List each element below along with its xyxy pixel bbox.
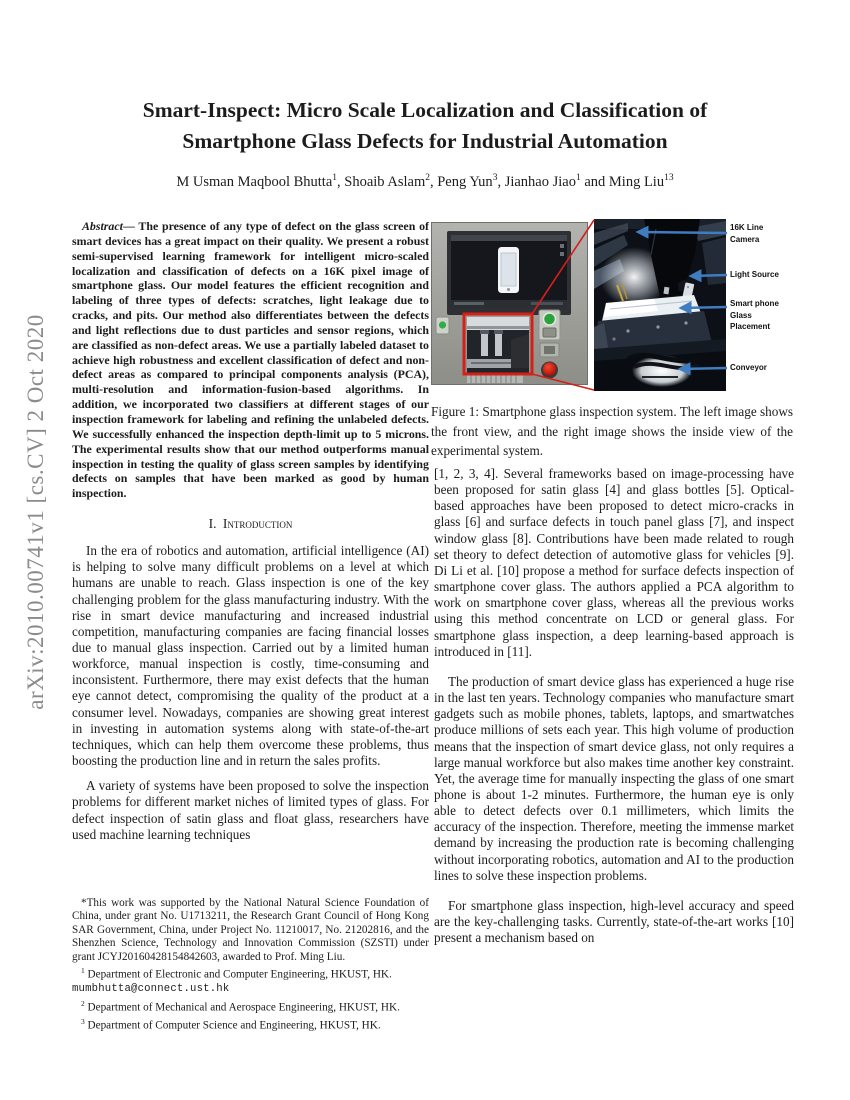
abstract-label: Abstract—: [82, 219, 135, 233]
machine-front-illustration: [431, 222, 588, 385]
title-line-1: Smart-Inspect: Micro Scale Localization and Classification of: [142, 98, 708, 122]
label-light-source: Light Source: [730, 270, 779, 279]
figure1: [431, 218, 801, 392]
abstract: [72, 219, 429, 501]
author: Peng Yun$^3$,: [437, 173, 505, 190]
author: Ming Liu$^{13}$: [608, 173, 674, 190]
intro-paragraph-2: A variety of systems have been proposed to solve the inspection problems for different market niches of limited types of glass. For defect inspection of satin glass and float glass, researchers have used machine learning techniques: [72, 778, 429, 842]
related-work-paragraph-3: For smartphone glass inspection, high-level accuracy and speed are the key-challenging tasks. Currently, state-of-the-art works [10] present a mechanism based on: [434, 897, 794, 946]
machine-inside-illustration: [594, 219, 726, 391]
authors: [0, 173, 850, 191]
related-work-paragraph-1: [1, 2, 3, 4]. Several frameworks based on image-processing have been proposed for satin glass [4] and glass bottles [5]. Optical-based approaches have been proposed to detect micro-cracks in glass [6] and surface defects in touch panel glass [7], and inspect window glass [8]. Contributions have been made related to rough set theory to defect detection of automotive glass for vehicles [9]. Di Li et al. [10] propose a method for surface defects inspection of smartphone cover glass. The authors applied a PCA algorithm to work on smartphone cover glass, whereas all the previous works using this method concentrate on LCD or general glass. For smartphone glass inspection, a deep learning-based approach is introduced in [11].: [434, 466, 794, 659]
abstract-text: The presence of any type of defect on the glass screen of smart devices has a great impact on their quality. We present a robust semi-supervised learning framework for intelligent micro-scaled localization and classification of defects on a 16K pixel image of smartphone glass. Our model features the efficient recognition and labeling of three types of defects: scratches, light leakage due to cracks, and pits. Our method also differentiates between the defects and light reflections due to dust particles and sensor regions, which are classified as non-defect areas. We use a partially labeled dataset to achieve high robustness and excellent classification of defect and non-defect areas as compared to principal components analysis (PCA), multi-resolution and information-fusion-based algorithms. In addition, we incorporated two classifiers at different stages of our inspection framework for labeling and refining the unlabeled defects. We successfully enhanced the inspection depth-limit up to 5 microns. The experimental results show that our method outperforms manual inspection in testing the quality of glass screen samples by identifying defects on samples that have been marked as good by human inspection.: [72, 219, 429, 501]
label-conveyor: Conveyor: [730, 363, 767, 372]
title-line-2: Smartphone Glass Defects for Industrial Automation: [182, 129, 668, 153]
footnote-funding: *This work was supported by the National Natural Science Foundation of China, under grant No. U1713211, the Research Grant Council of Hong Kong SAR Government, China, under Project No. 11210017, No. 21202816, and the Shenzhen Science, Technology and Innovation Commission (SZSTI) under grant JCYJ20160428154842603, awarded to Prof. Ming Liu.: [72, 897, 429, 963]
figure1-inside-view-photo: [594, 219, 726, 391]
figure1-caption-tag: Figure 1:: [431, 404, 480, 420]
right-column: [434, 466, 794, 960]
email-address: mumbhutta@connect.ust.hk: [72, 983, 230, 996]
author: Jianhao Jiao$^1$ and: [504, 173, 609, 190]
footnote-affiliation-3: $^3$ Department of Computer Science and Engineering, HKUST, HK.: [81, 1017, 381, 1032]
figure1-caption: [431, 402, 793, 460]
author: Shoaib Aslam$^2$,: [344, 173, 438, 190]
footnote-affiliation-2: $^2$ Department of Mechanical and Aerospace Engineering, HKUST, HK.: [81, 998, 400, 1014]
label-smartphone-glass-placement: Smart phone Glass Placement: [730, 299, 779, 331]
emergency-stop-button: [543, 363, 556, 376]
label-16k-line-camera: 16K Line Camera: [730, 223, 764, 244]
start-button: [544, 313, 556, 325]
arxiv-watermark: arXiv:2010.00741v1 [cs.CV] 2 Oct 2020: [23, 314, 48, 710]
figure1-front-view-photo: [431, 222, 588, 385]
footnote-affiliation-1: $^1$ Department of Electronic and Computer Engineering, HKUST, HK. mumbhutta@connect.ust.hk: [72, 966, 392, 996]
page-title: [0, 95, 850, 157]
author: M Usman Maqbool Bhutta$^1$,: [176, 173, 345, 190]
intro-paragraph-1: In the era of robotics and automation, artificial intelligence (AI) is helping to solve many difficult problems on a level at which humans are unable to reach. Glass inspection is one of the key challenging problem for the glass manufacturing industry. With the rise in smart device manufacturing and increased industrial competition, manufacturing companies are facing financial losses due to manual glass inspection. Carried out by a limited human workforce, manual inspection is costly, time-consuming and inconsistent. Furthermore, there may exist defects that the human eye cannot detect, compromising the quality of the product at a consumer level. Nowadays, companies are showing great interest in investing in automation systems along with state-of-the-art techniques, which can help them overcome these problems, thus boosting the production line and in return the sales profits.: [72, 543, 429, 769]
footnotes: [72, 897, 429, 1033]
left-column: [72, 219, 429, 852]
section-heading-introduction: I. Introduction: [208, 516, 293, 532]
related-work-paragraph-2: The production of smart device glass has experienced a huge rise in the last ten years. Technology companies who manufacture smart gadgets such as mobile phones, tablets, laptops, and smartwatches produce millions of sets each year. This high volume of production means that the inspection of smart device glass, not only requires a large manual workforce but also makes time another key constraint. Yet, the average time for manually inspecting the glass of one smart phone is about 1-2 minutes. Furthermore, the human eye is only able to detect defects over 0.1 millimeters, which limits the accuracy of the inspection. Therefore, meeting the immense market demand by increasing the production rate is becoming challenging without incorporating robotics, automation and AI to the production lines to solve these inspection problems.: [434, 673, 794, 883]
figure1-caption-text: Smartphone glass inspection system. The left image shows the front view, and the right image shows the inside view of the experimental system.: [431, 404, 793, 458]
